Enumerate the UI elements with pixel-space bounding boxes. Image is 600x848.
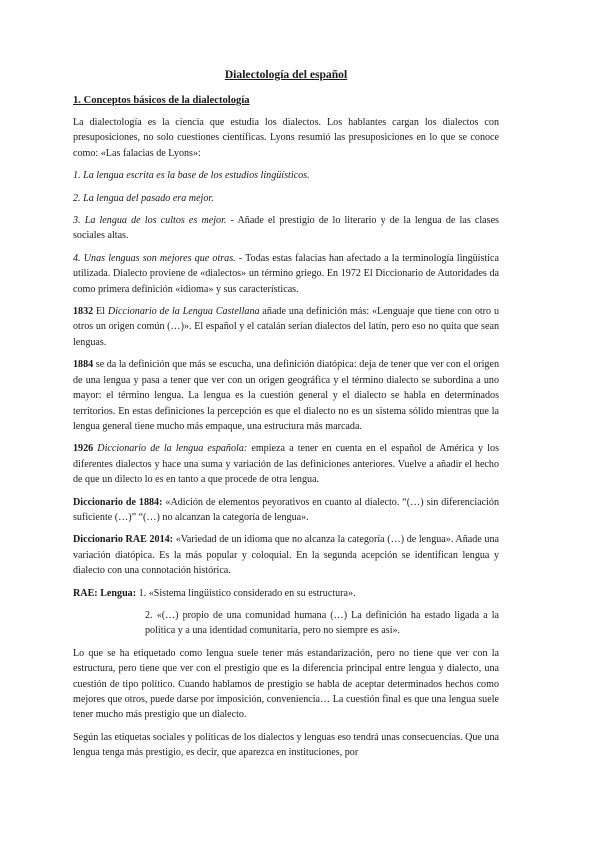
p1832-text: añade una definición más: «Lenguaje que tiene con otro u otros un origen común (…)». El español y el catalán serían dialectos del latín, pero eso no quita que sean lenguas. — [73, 306, 499, 348]
paragraph-1832 — [73, 304, 499, 350]
fallacy-3-text: - Añade el prestigio de lo literario y de la lengua de las clases sociales altas. — [73, 215, 499, 242]
year-1884: 1884 — [73, 359, 94, 371]
rae-lengua-second: 2. «(…) propio de una comunidad humana (…) La definición ha estado ligada a la política y a una identidad comunitaria, pero no siempre es así». — [145, 609, 499, 637]
p1926-work: Diccionario de la lengua española: — [93, 443, 248, 455]
fallacy-3-title: 3. La lengua de los cultos es mejor. — [73, 215, 227, 227]
document-title: Dialectología del español — [224, 68, 348, 81]
paragraph-1884 — [73, 357, 499, 434]
p1832-pre: El — [93, 306, 108, 318]
fallacy-4 — [73, 251, 499, 297]
paragraph-final: Según las etiquetas sociales y políticas de los dialectos y lenguas eso tendrá unas consecuencias. Que una lengua tenga más prestigio, es decir, que aparezca en instituciones, por — [73, 731, 499, 759]
rae2014-text: «Variedad de un idioma que no alcanza la categoría (…) de lengua». Añade una variación diatópica. Es la más popular y coloquial. En la segunda acepción se identifican lengua y dialecto con una connotación histórica. — [73, 534, 499, 577]
fallacy-1: 1. La lengua escrita es la base de los estudios lingüísticos. — [73, 170, 310, 182]
section-heading: 1. Conceptos básicos de la dialectología — [73, 95, 250, 106]
fallacy-4-title: 4. Unas lenguas son mejores que otras. — [73, 252, 236, 264]
intro-paragraph: La dialectología es la ciencia que estudia los dialectos. Los hablantes cargan los dialectos con presuposiciones, no solo cuestiones científicas. Lyons resumió las presuposiciones en lo que se conoce como: «Las falacias de Lyons»: — [73, 117, 499, 159]
rae-lengua-text: 1. «Sistema lingüístico considerado en su estructura». — [136, 587, 356, 599]
year-1832: 1832 — [73, 306, 94, 318]
p1884-text: se da la definición que más se escucha, una definición diatópica: deja de tener que ver con el origen de una lengua y pasa a tener que ver con un origen geográfica y el término dialecto se subordina a uno mayor: el término lengua. La lengua es la cuestión general y el dialecto se habla en determinados territorios. En estas definiciones la percepción es que el dialecto no es un sistema sólido mientras que la lengua general tiene mucho más empaque, una estructura más marcada. — [73, 359, 499, 432]
paragraph-rae2014 — [73, 532, 499, 578]
paragraph-dic1884 — [73, 495, 499, 526]
rae2014-label: Diccionario RAE 2014: — [73, 534, 174, 546]
fallacy-2: 2. La lengua del pasado era mejor. — [73, 192, 214, 204]
dic1884-text: «Adición de elementos peyorativos en cuanto al dialecto. “(…) sin diferenciación suficiente (…)” “(…) no alcanzan la categoría de lengua». — [73, 496, 499, 523]
rae-lengua-label: RAE: Lengua: — [73, 587, 137, 599]
paragraph-1926 — [73, 441, 499, 487]
p1926-text: empieza a tener en cuenta en el español de América y los diferentes dialectos y hace una suma y variación de las definiciones anteriores. Vuelve a añadir el hecho de que un dilecto lo es en tanto a que procede de otra lengua. — [73, 443, 500, 486]
paragraph-rae-lengua — [73, 586, 499, 601]
p1832-work: Diccionario de la Lengua Castellana — [107, 306, 260, 318]
fallacy-3 — [73, 213, 499, 244]
paragraph-estandar: Lo que se ha etiquetado como lengua suele tener más estandarización, pero no tiene que ver con la estructura, pero tiene que ver con el prestigio que es la diferencia principal entre lengua y dialecto, una cuestión de tipo político. Cuando hablamos de prestigio se habla de aceptar determinados hechos como mejores que otros, puede darse por imposición, conveniencia… La cuestión final es que una lengua suele tener mucho más prestigio que un dialecto. — [73, 647, 499, 721]
dic1884-label: Diccionario de 1884: — [73, 496, 163, 508]
fallacy-4-text: - Todas estas falacias han afectado a la terminología lingüística utilizada. Dialecto proviene de «dialectos» un término griego. En 1972 El Diccionario de Autoridades da como primera definición «idioma» y sus características. — [73, 252, 499, 295]
document-page — [73, 68, 499, 768]
year-1926: 1926 — [73, 443, 94, 455]
